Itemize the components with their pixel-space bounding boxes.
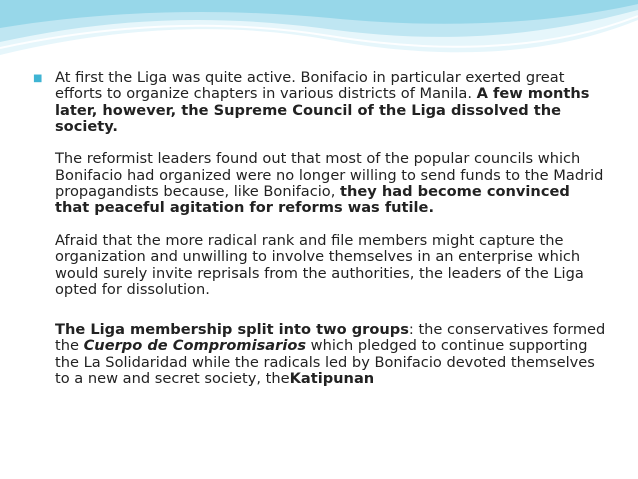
paragraph-2 — [55, 151, 608, 216]
p1-text: At first the Liga was quite active. Bonifacio in particular exerted great efforts to organize chapters in various districts of Manila. — [55, 69, 565, 103]
slide-body — [33, 70, 608, 404]
p4-bold-lead: The Liga membership split into two groups — [55, 321, 409, 339]
paragraph-4 — [55, 322, 608, 387]
diamond-bullet-icon: ■ — [33, 73, 43, 84]
p2-text: The reformist leaders found out that most of the popular councils which Bonifacio had organized were no longer willing to send funds to the Madrid propagandists because, like Bonifacio, — [55, 150, 604, 201]
paragraph-3 — [55, 233, 608, 298]
p2-bold: they had become convinced that peaceful agitation for reforms was futile. — [55, 183, 570, 217]
paragraph-1 — [55, 70, 608, 135]
p4-bold-end: Katipunan — [289, 370, 375, 388]
p3-text: Afraid that the more radical rank and file members might capture the organization and unwilling to involve themselves in an enterprise which would surely invite reprisals from the authorities, the leaders of the Liga opted for dissolution. — [55, 231, 584, 298]
p4-text-1: : the conservatives formed the — [55, 321, 606, 355]
p1-bold: A few months later, however, the Supreme Council of the Liga dissolved the society. — [55, 85, 590, 135]
p4-text-2: which pledged to continue supporting the La Solidaridad while the radicals led by Bonifacio devoted themselves to a new and secret society, the — [55, 337, 595, 388]
p4-bold-italic: Cuerpo de Compromisarios — [83, 337, 307, 355]
header-wave-decoration — [0, 0, 638, 70]
